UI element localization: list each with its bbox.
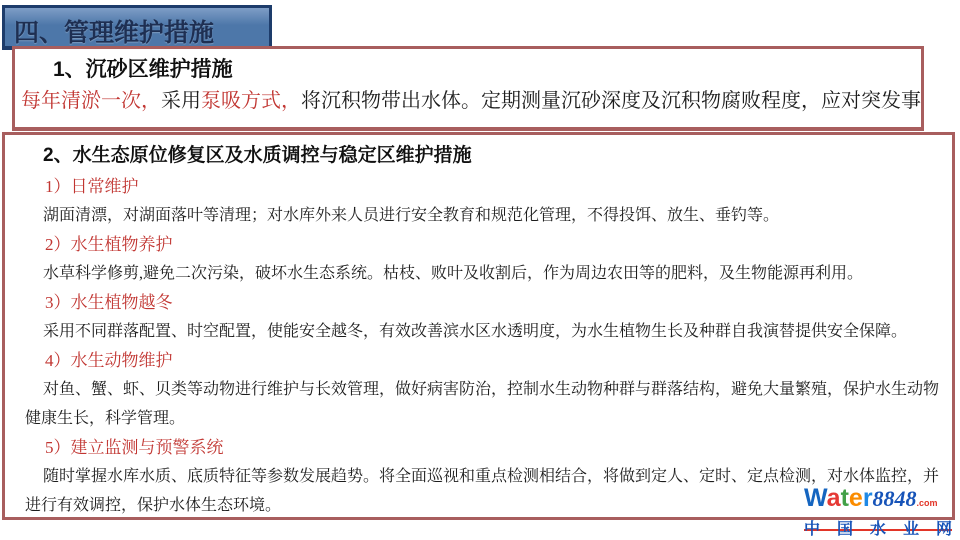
item-5-label: 5）建立监测与预警系统 [45, 438, 224, 457]
section-box-sand-settling [12, 46, 924, 131]
item-4-body: 对鱼、蟹、虾、贝类等动物进行维护与长效管理，做好病害防治，控制水生动物种群与群落结构，避免大量繁殖，保护水生动物健康生长，科学管理。 [25, 381, 940, 427]
logo-tld: .com [916, 498, 938, 508]
logo-letter-a: a [826, 484, 841, 512]
logo-letter-w: W [804, 484, 827, 512]
logo-letter-r: r [862, 484, 873, 512]
logo-number: 8848 [872, 486, 917, 511]
logo-cn-char-1: 中 [804, 521, 821, 538]
section1-segment-red-2: 泵吸方式， [201, 90, 301, 112]
item-3-body: 采用不同群落配置、时空配置，使能安全越冬，有效改善滨水区水透明度，为水生植物生长及种群自我演替提供安全保障。 [43, 323, 908, 340]
logo-cn-char-5: 网 [935, 521, 952, 538]
item-2-label: 2）水生植物养护 [45, 235, 173, 254]
item-1-body: 湖面清漂，对湖面落叶等清理；对水库外来人员进行安全教育和规范化管理，不得投饵、放生、垂钓等。 [43, 207, 780, 224]
section2-content [5, 135, 952, 520]
section1-segment-black-2: 将沉积物带出水体。定期测量沉砂深度及沉积物腐败程度，应对突发事 [301, 90, 921, 112]
item-4-label: 4）水生动物维护 [45, 351, 173, 370]
logo-subtitle-cn [804, 516, 952, 539]
logo-cn-char-4: 业 [902, 521, 919, 538]
section1-segment-black-1: 采用 [161, 90, 201, 112]
section2-heading: 2、水生态原位修复区及水质调控与稳定区维护措施 [43, 145, 472, 166]
logo-wordmark [804, 486, 952, 515]
section1-body [21, 88, 921, 114]
section1-heading: 1、沉砂区维护措施 [53, 58, 233, 81]
slide-title: 四、管理维护措施 [14, 19, 215, 47]
item-3-label: 3）水生植物越冬 [45, 293, 173, 312]
logo-letter-e: e [848, 484, 863, 512]
item-2-body: 水草科学修剪,避免二次污染，破坏水生态系统。枯枝、败叶及收割后，作为周边农田等的肥料，及生物能源再利用。 [43, 265, 864, 282]
logo-cn-char-2: 国 [836, 521, 853, 538]
slide-title-banner [2, 5, 272, 50]
water8848-logo [804, 486, 952, 539]
section1-segment-red-1: 每年清淤一次， [21, 90, 161, 112]
logo-cn-char-3: 水 [869, 521, 886, 538]
logo-letter-t: t [840, 484, 849, 512]
item-5-body: 随时掌握水库水质、底质特征等参数发展趋势。将全面巡视和重点检测相结合，将做到定人、定时、定点检测，对水体监控，并进行有效调控，保护水体生态环境。 [25, 468, 940, 514]
section-box-ecology-maintenance [2, 132, 955, 520]
item-1-label: 1）日常维护 [45, 177, 139, 196]
